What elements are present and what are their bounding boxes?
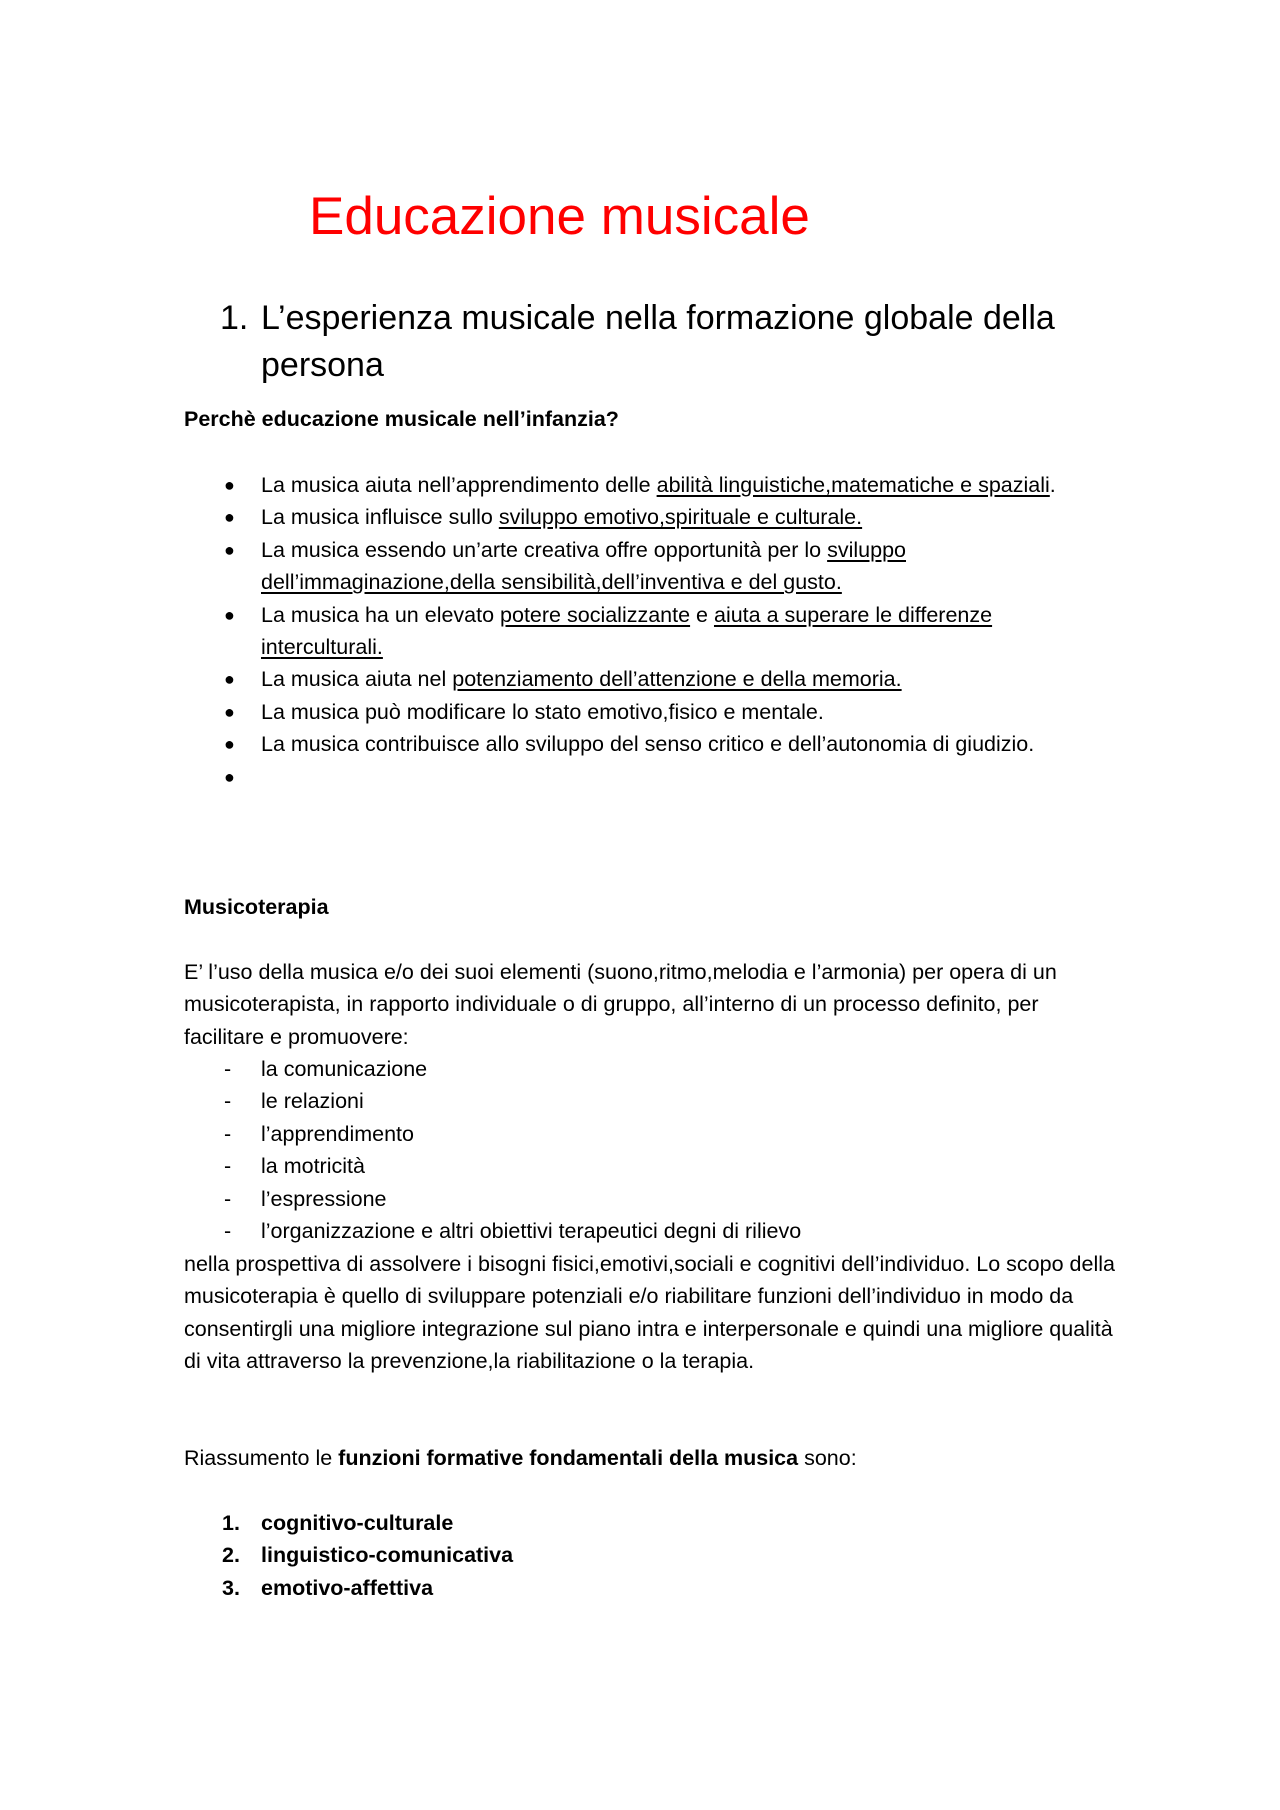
list-item: - le relazioni [184,1085,1124,1117]
list-item: - l’apprendimento [184,1118,1124,1150]
list-item: ● La musica può modificare lo stato emotivo,fisico e mentale. [184,696,1104,728]
list-item: ● La musica influisce sullo sviluppo emotivo,spirituale e culturale. [184,501,1104,533]
bullet-icon: ● [224,669,235,690]
list-item: - la motricità [184,1150,1124,1182]
list-item: ● La musica contribuisce allo sviluppo del senso critico e dell’autonomia di giudizio. [184,728,1104,760]
dash-icon: - [224,1089,232,1114]
bullet-icon: ● [224,766,235,787]
numbered-list [184,1507,884,1604]
dash-icon: - [224,1186,232,1211]
list-item: - l’espressione [184,1183,1124,1215]
heading-1-text: L’esperienza musicale nella formazione globale della persona [261,299,1055,384]
document-title: Educazione musicale [309,187,810,246]
bullet-list [184,469,1104,793]
list-item: ● La musica aiuta nell’apprendimento delle abilità linguistiche,matematiche e spaziali. [184,469,1104,501]
musicoterapia-intro: E’ l’uso della musica e/o dei suoi elementi (suono,ritmo,melodia e l’armonia) per opera di un musicoterapista, in rapporto individuale o di gruppo, all’interno di un processo definito, per facilitare e promuovere: [184,960,1057,1049]
bullet-icon: ● [224,701,235,722]
bullet-icon: ● [224,507,235,528]
dash-icon: - [224,1154,232,1179]
list-item: ● La musica essendo un’arte creativa offre opportunità per lo sviluppo dell’immaginazione,della sensibilità,dell’inventiva e del gusto. [184,534,1104,599]
summary-sentence: Riassumento le funzioni formative fondamentali della musica sono: [184,1446,857,1470]
dash-list [184,1053,1124,1247]
dash-icon: - [224,1057,232,1081]
bullet-icon: ● [224,734,235,755]
musicoterapia-body: nella prospettiva di assolvere i bisogni fisici,emotivi,sociali e cognitivi dell’individuo. Lo scopo della musicoterapia è quello di sviluppare potenziali e/o riabilitare funzioni dell’individuo in modo da consentirgli una migliore integrazione sul piano intra e interpersonale e quindi una migliore qualità di vita attraverso la prevenzione,la riabilitazione o la terapia. [184,1252,1115,1374]
bullet-icon: ● [224,604,235,625]
section-1-title: Perchè educazione musicale nell’infanzia? [184,407,619,431]
list-item: 2. linguistico-comunicativa [222,1543,514,1568]
list-item: ● La musica aiuta nel potenziamento dell’attenzione e della memoria. [184,663,1104,695]
list-item: - la comunicazione [184,1053,1124,1085]
dash-icon: - [224,1121,232,1146]
list-item: 3. emotivo-affettiva [222,1575,434,1600]
bullet-icon: ● [224,475,235,495]
list-item: 1. cognitivo-culturale [222,1511,454,1535]
heading-1 [220,295,1120,389]
bullet-icon: ● [224,539,235,560]
dash-icon: - [224,1219,232,1244]
heading-1-number: 1. [220,299,249,337]
section-2-title: Musicoterapia [184,895,329,919]
list-item [184,761,1104,793]
list-item: - l’organizzazione e altri obiettivi terapeutici degni di rilievo [184,1215,1124,1247]
list-item: ● La musica ha un elevato potere socializzante e aiuta a superare le differenze interculturali. [184,599,1104,664]
